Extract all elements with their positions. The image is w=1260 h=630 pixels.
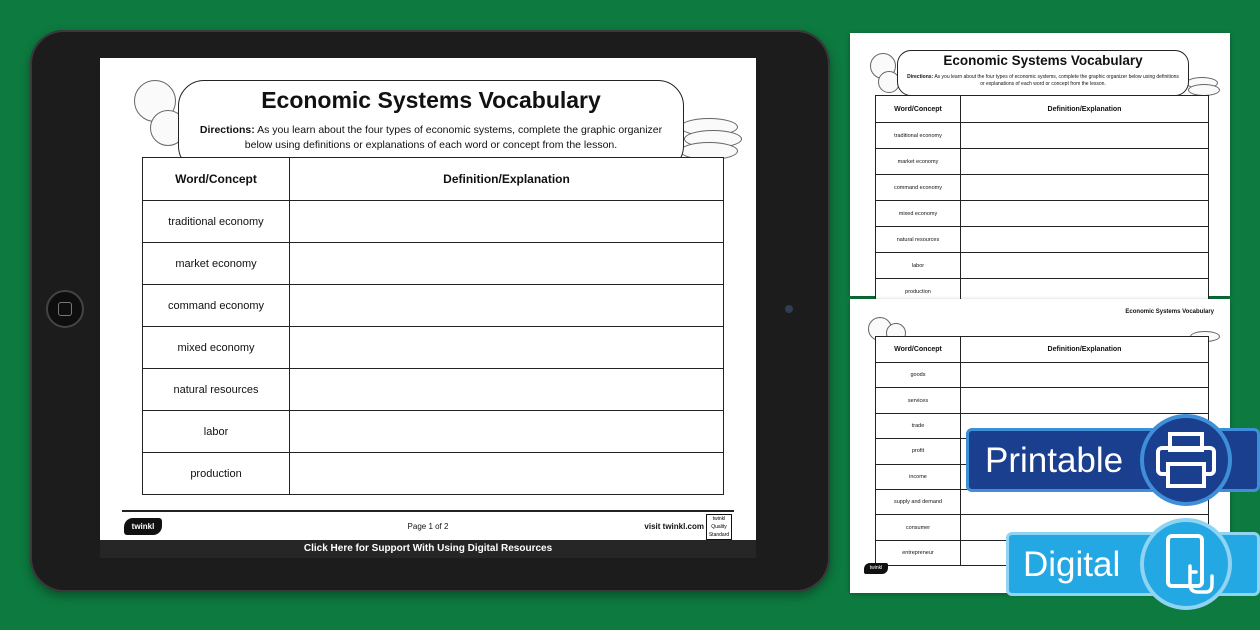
term-cell: production <box>876 279 961 305</box>
support-bar-link[interactable]: Click Here for Support With Using Digital Resources <box>100 540 756 558</box>
header-word-concept: Word/Concept <box>876 337 961 363</box>
digital-label: Digital <box>1023 545 1121 584</box>
page1-vocabulary-table <box>875 95 1209 305</box>
table-row <box>143 243 724 285</box>
table-row <box>143 201 724 243</box>
page2-twinkl-logo: twinkl <box>864 563 888 574</box>
definition-cell[interactable] <box>961 363 1209 388</box>
term-cell: entrepreneur <box>876 540 961 565</box>
term-cell: trade <box>876 413 961 438</box>
term-cell: production <box>143 453 290 495</box>
home-button[interactable] <box>46 290 84 328</box>
term-cell: natural resources <box>143 369 290 411</box>
table-row <box>143 327 724 369</box>
term-cell: income <box>876 464 961 489</box>
worksheet-title: Economic Systems Vocabulary <box>261 87 601 113</box>
table-row <box>143 411 724 453</box>
definition-cell[interactable] <box>290 327 724 369</box>
printable-page-1 <box>850 33 1230 296</box>
term-cell: market economy <box>143 243 290 285</box>
header-definition: Definition/Explanation <box>961 96 1209 123</box>
term-cell: supply and demand <box>876 489 961 514</box>
term-cell: labor <box>143 411 290 453</box>
term-cell: mixed economy <box>876 201 961 227</box>
camera-dot <box>785 305 793 313</box>
quality-badge: twinkl Quality Standard <box>706 514 732 540</box>
page2-header-title: Economic Systems Vocabulary <box>1125 309 1214 315</box>
table-row <box>876 175 1209 201</box>
table-header-row <box>876 96 1209 123</box>
table-header-row <box>143 158 724 201</box>
definition-cell[interactable] <box>290 243 724 285</box>
definition-cell[interactable] <box>961 388 1209 413</box>
term-cell: market economy <box>876 149 961 175</box>
header-definition: Definition/Explanation <box>290 158 724 201</box>
table-row <box>876 201 1209 227</box>
definition-cell[interactable] <box>290 285 724 327</box>
page1-title: Economic Systems Vocabulary <box>943 53 1143 68</box>
term-cell: consumer <box>876 515 961 540</box>
table-row <box>876 149 1209 175</box>
visit-link[interactable]: visit twinkl.com <box>644 522 704 531</box>
term-cell: profit <box>876 439 961 464</box>
header-word-concept: Word/Concept <box>143 158 290 201</box>
table-row <box>143 369 724 411</box>
definition-cell[interactable] <box>961 123 1209 149</box>
printer-icon <box>1140 414 1232 506</box>
term-cell: services <box>876 388 961 413</box>
tablet-touch-icon <box>1140 518 1232 610</box>
term-cell: traditional economy <box>876 123 961 149</box>
table-row <box>143 453 724 495</box>
page1-title-box <box>897 50 1189 96</box>
term-cell: mixed economy <box>143 327 290 369</box>
tablet-device <box>30 30 830 592</box>
table-row <box>876 253 1209 279</box>
worksheet-footer <box>122 510 734 542</box>
directions-label: Directions: <box>199 124 255 136</box>
definition-cell[interactable] <box>290 201 724 243</box>
definition-cell[interactable] <box>961 149 1209 175</box>
header-definition: Definition/Explanation <box>961 337 1209 363</box>
printable-label: Printable <box>985 441 1124 480</box>
table-header-row <box>876 337 1209 363</box>
tablet-screen <box>100 58 756 558</box>
term-cell: command economy <box>876 175 961 201</box>
term-cell: traditional economy <box>143 201 290 243</box>
worksheet-directions <box>193 123 669 153</box>
table-row <box>876 388 1209 413</box>
twinkl-logo: twinkl <box>124 518 162 535</box>
table-row <box>876 363 1209 388</box>
definition-cell[interactable] <box>290 369 724 411</box>
term-cell: command economy <box>143 285 290 327</box>
table-row <box>876 227 1209 253</box>
term-cell: natural resources <box>876 227 961 253</box>
page1-directions-label: Directions: <box>907 74 934 80</box>
table-row <box>143 285 724 327</box>
directions-text: As you learn about the four types of economic systems, complete the graphic organizer below using definitions or explanations of each word or concept from the lesson. <box>244 124 663 151</box>
definition-cell[interactable] <box>961 227 1209 253</box>
definition-cell[interactable] <box>290 411 724 453</box>
header-word-concept: Word/Concept <box>876 96 961 123</box>
term-cell: labor <box>876 253 961 279</box>
table-row <box>876 123 1209 149</box>
definition-cell[interactable] <box>961 253 1209 279</box>
term-cell: goods <box>876 363 961 388</box>
page1-directions <box>906 74 1180 88</box>
vocabulary-table <box>142 157 724 495</box>
definition-cell[interactable] <box>290 453 724 495</box>
page-number: Page 1 of 2 <box>407 522 449 531</box>
page1-directions-text: As you learn about the four types of economic systems, complete the graphic organizer below using definitions or explanations of each word or concept from the lesson. <box>934 74 1179 87</box>
definition-cell[interactable] <box>961 175 1209 201</box>
definition-cell[interactable] <box>961 201 1209 227</box>
